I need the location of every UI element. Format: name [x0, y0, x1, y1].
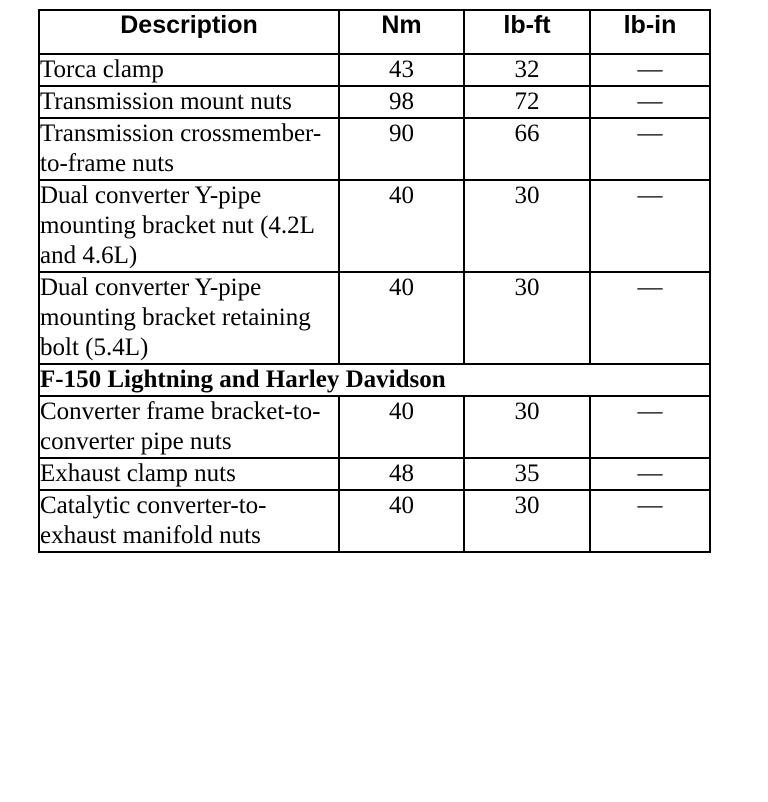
row-lbft: 32 — [464, 54, 590, 86]
row-lbft: 30 — [464, 490, 590, 552]
table-row — [39, 490, 710, 552]
row-description: Converter frame bracket-to-converter pipe nuts — [39, 396, 339, 458]
row-lbin: — — [590, 396, 710, 458]
row-description: Torca clamp — [39, 54, 339, 86]
table-row — [39, 180, 710, 272]
row-nm: 43 — [339, 54, 464, 86]
table-row — [39, 118, 710, 180]
row-description: Transmission mount nuts — [39, 86, 339, 118]
row-nm: 40 — [339, 180, 464, 272]
section-heading: F-150 Lightning and Harley Davidson — [39, 364, 710, 396]
row-description: Dual converter Y-pipe mounting bracket nut (4.2L and 4.6L) — [39, 180, 339, 272]
row-lbft: 35 — [464, 458, 590, 490]
torque-spec-table — [38, 9, 711, 553]
header-nm: Nm — [339, 10, 464, 54]
row-description: Dual converter Y-pipe mounting bracket retaining bolt (5.4L) — [39, 272, 339, 364]
header-lbin: lb-in — [590, 10, 710, 54]
table-row — [39, 54, 710, 86]
table-row — [39, 272, 710, 364]
row-nm: 40 — [339, 272, 464, 364]
table-row — [39, 396, 710, 458]
row-description: Transmission crossmember-to-frame nuts — [39, 118, 339, 180]
header-lbft: lb-ft — [464, 10, 590, 54]
row-lbft: 30 — [464, 272, 590, 364]
row-lbin: — — [590, 118, 710, 180]
header-description: Description — [39, 10, 339, 54]
row-description: Exhaust clamp nuts — [39, 458, 339, 490]
row-lbft: 72 — [464, 86, 590, 118]
row-nm: 40 — [339, 490, 464, 552]
row-nm: 40 — [339, 396, 464, 458]
table-row — [39, 458, 710, 490]
row-lbft: 66 — [464, 118, 590, 180]
header-row — [39, 10, 710, 54]
row-lbin: — — [590, 458, 710, 490]
row-lbft: 30 — [464, 396, 590, 458]
section-heading-row — [39, 364, 710, 396]
row-nm: 90 — [339, 118, 464, 180]
row-lbin: — — [590, 86, 710, 118]
row-nm: 98 — [339, 86, 464, 118]
table-row — [39, 86, 710, 118]
row-description: Catalytic converter-to-exhaust manifold nuts — [39, 490, 339, 552]
row-lbft: 30 — [464, 180, 590, 272]
row-lbin: — — [590, 180, 710, 272]
row-nm: 48 — [339, 458, 464, 490]
row-lbin: — — [590, 490, 710, 552]
row-lbin: — — [590, 272, 710, 364]
row-lbin: — — [590, 54, 710, 86]
